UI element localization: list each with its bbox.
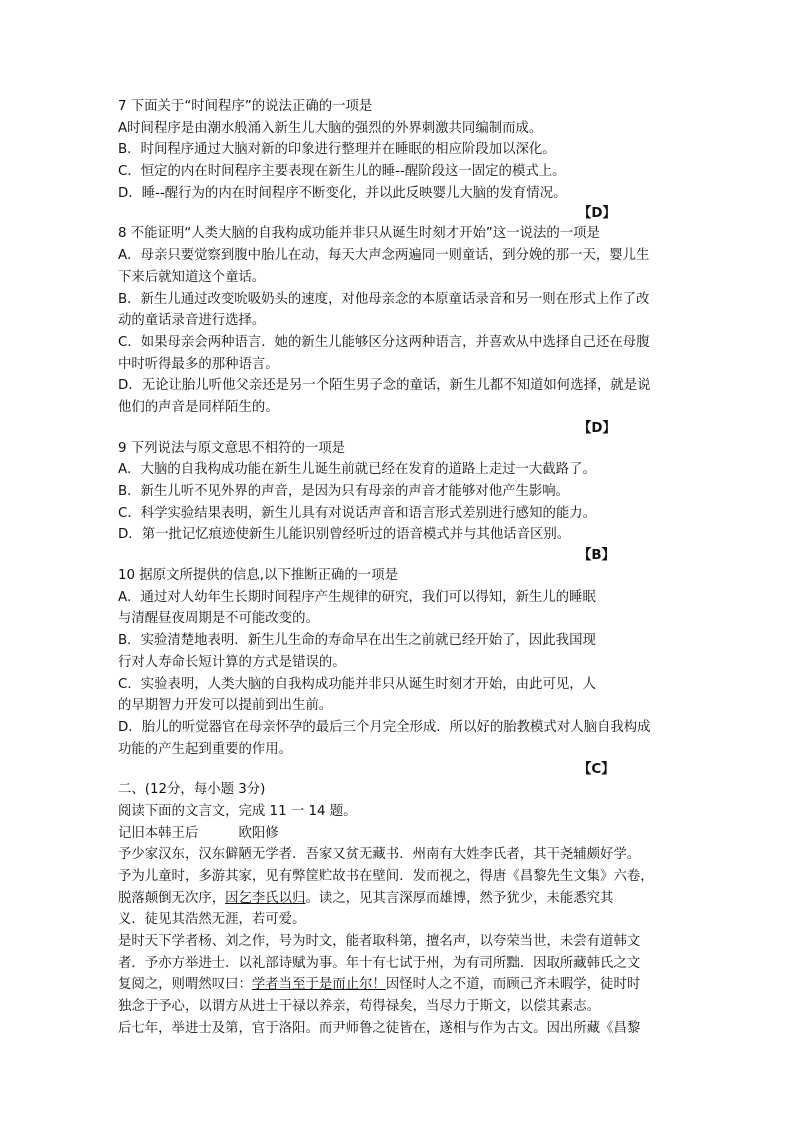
text-segment: B．新生儿听不见外界的声音，是因为只有母亲的声音才能够对他产生影响。 bbox=[118, 484, 570, 499]
text-line bbox=[118, 118, 688, 140]
text-segment: 阅读下面的文言文，完成 11 一 14 题。 bbox=[118, 803, 357, 819]
document-page bbox=[118, 96, 688, 1040]
text-segment: C．实验表明，人类大脑的自我构成功能并非只从诞生时刻才开始，由此可见，人 bbox=[118, 676, 597, 692]
text-line bbox=[118, 739, 688, 761]
text-segment: 复阅之，则喟然叹曰： bbox=[118, 977, 252, 993]
text-segment: D．无论让胎儿听他父亲还是另一个陌生男子念的童话，新生儿都不知道如何选择，就是说 bbox=[118, 378, 651, 394]
text-line bbox=[118, 931, 688, 953]
text-line bbox=[118, 717, 688, 739]
text-line bbox=[118, 996, 688, 1018]
text-segment: C．如果母亲会两种语言．她的新生儿能够区分这两种语言，并喜欢从中选择自己还在母腹 bbox=[118, 334, 650, 350]
text-line bbox=[118, 844, 688, 866]
text-segment: 【D】 bbox=[578, 420, 616, 436]
answer-key bbox=[118, 204, 688, 223]
text-line bbox=[118, 245, 688, 267]
text-line bbox=[118, 139, 688, 161]
text-segment: B．新生儿通过改变吮吸奶头的速度，对他母亲念的本原童话录音和另一则在形式上作了改 bbox=[118, 291, 650, 307]
text-line bbox=[118, 267, 688, 289]
text-segment: 【B】 bbox=[578, 548, 615, 564]
text-segment: A时间程序是由潮水般涌入新生儿大脑的强烈的外界刺激共同编制而成。 bbox=[118, 120, 543, 136]
text-segment: A．大脑的自我构成功能在新生儿诞生前就已经在发育的道路上走过一大截路了。 bbox=[118, 462, 596, 478]
text-segment: 予少家汉东，汉东僻陋无学者．吾家又贫无藏书．州南有大姓李氏者，其干尧辅颇好学。 bbox=[118, 847, 641, 863]
text-segment: 下来后就知道这个童话。 bbox=[118, 269, 266, 285]
question-stem bbox=[118, 96, 688, 118]
text-segment: 动的童话录音进行选择。 bbox=[118, 313, 266, 329]
text-segment: A．母亲只要觉察到腹中胎儿在动，每天大声念两遍同一则童话，到分娩的那一天，婴儿生 bbox=[118, 248, 650, 264]
text-line bbox=[118, 587, 688, 609]
text-segment: 者．予亦方举进士．以礼部诗赋为事。年十有七试于州，为有司所黜．因取所藏韩氏之文 bbox=[118, 955, 641, 971]
text-segment: 10 据原文所提供的信息,以下推断正确的一项是 bbox=[118, 568, 398, 584]
text-line bbox=[118, 332, 688, 354]
text-segment: 中时听得最多的那种语言。 bbox=[118, 356, 279, 372]
text-segment: C．科学实验结果表明，新生儿具有对说话声音和语言形式差别进行感知的能力。 bbox=[118, 505, 597, 521]
question-stem bbox=[118, 565, 688, 587]
text-line bbox=[118, 953, 688, 975]
text-segment: 二、(12分，每小题 3分) bbox=[118, 782, 266, 798]
text-segment: 功能的产生起到重要的作用。 bbox=[118, 741, 293, 757]
text-line bbox=[118, 524, 688, 546]
text-segment: 独念于予心，以谓方从进士干禄以养亲，苟得禄矣，当尽力于斯文，以偿其素志。 bbox=[118, 999, 601, 1015]
text-segment: 他们的声音是同样陌生的。 bbox=[118, 399, 279, 415]
text-line bbox=[118, 652, 688, 674]
text-segment: 义．徒见其浩然无涯，若可爱。 bbox=[118, 912, 306, 928]
text-segment: 9 下列说法与原文意思不相符的一项是 bbox=[118, 440, 346, 456]
text-line bbox=[118, 459, 688, 481]
text-line bbox=[118, 481, 688, 503]
text-segment: B．时间程序通过大脑对新的印象进行整理并在睡眠的相应阶段加以深化。 bbox=[118, 142, 556, 158]
text-segment: 脱落颠倒无次序， bbox=[118, 890, 226, 906]
text-segment: D．第一批记忆痕迹使新生儿能识别曾经听过的语音模式并与其他话音区别。 bbox=[118, 527, 571, 543]
text-segment: D．睡--醒行为的内在时间程序不断变化，并以此反映婴儿大脑的发育情况。 bbox=[118, 185, 567, 201]
question-stem bbox=[118, 223, 688, 245]
answer-key bbox=[118, 546, 688, 565]
text-segment: 。读之，见其言深厚而雄博，然予犹少，未能悉究其 bbox=[305, 890, 614, 906]
text-line bbox=[118, 310, 688, 332]
underlined-text: 学者当至于是而止尔！ bbox=[251, 977, 386, 993]
text-segment: 因怪时人之不道，而顾己齐未暇学，徒时时 bbox=[385, 977, 641, 993]
text-line bbox=[118, 779, 688, 801]
text-line bbox=[118, 354, 688, 376]
text-line bbox=[118, 1018, 688, 1040]
text-segment: 7 下面关于“时间程序”的说法正确的一项是 bbox=[118, 99, 373, 114]
text-line bbox=[118, 608, 688, 630]
text-segment: 与清醒昼夜周期是不可能改变的。 bbox=[118, 611, 319, 627]
answer-key bbox=[118, 419, 688, 438]
text-line bbox=[118, 888, 688, 910]
text-line bbox=[118, 909, 688, 931]
text-segment: A．通过对人幼年生长期时间程序产生规律的研究，我们可以得知，新生儿的睡眠 bbox=[118, 589, 596, 605]
text-segment: C．恒定的内在时间程序主要表现在新生儿的睡--醒阶段这一固定的模式上。 bbox=[118, 164, 566, 180]
text-segment: 是时天下学者杨、刘之作，号为时文，能者取科第，擅名声，以夸荣当世，未尝有道韩文 bbox=[118, 934, 641, 950]
text-line bbox=[118, 695, 688, 717]
text-segment: D．胎儿的听觉器官在母亲怀孕的最后三个月完全形成．所以好的胎教模式对人脑自我构成 bbox=[118, 719, 651, 735]
answer-key bbox=[118, 760, 688, 779]
text-line bbox=[118, 503, 688, 525]
text-line bbox=[118, 866, 688, 888]
text-segment: 行对人寿命长短计算的方式是错误的。 bbox=[118, 654, 346, 670]
text-line bbox=[118, 974, 688, 996]
text-segment: 予为儿童时，多游其家，见有弊筐贮故书在壁间．发而视之，得唐《昌黎先生文集》六卷， bbox=[118, 869, 654, 884]
text-line bbox=[118, 397, 688, 419]
text-segment: 的早期智力开发可以提前到出生前。 bbox=[118, 698, 333, 714]
text-line bbox=[118, 674, 688, 696]
text-line bbox=[118, 183, 688, 205]
text-line bbox=[118, 375, 688, 397]
text-line bbox=[118, 630, 688, 652]
text-segment: 8 不能证明“人类大脑的自我构成功能并非只从诞生时刻才开始”这一说法的一项是 bbox=[118, 226, 600, 242]
text-segment: 记旧本韩王后 欧阳修 bbox=[118, 825, 279, 841]
text-segment: 【C】 bbox=[578, 762, 615, 778]
text-segment: 后七年，举进士及第，官于洛阳。而尹师鲁之徒皆在，遂相与作为古文。因出所藏《昌黎 bbox=[118, 1020, 641, 1036]
text-line bbox=[118, 289, 688, 311]
text-line bbox=[118, 823, 688, 845]
text-segment: 【D】 bbox=[578, 206, 616, 222]
text-segment: B．实验清楚地表明．新生儿生命的寿命早在出生之前就已经开始了，因此我国现 bbox=[118, 633, 596, 649]
text-line bbox=[118, 161, 688, 183]
underlined-text: 因乞李氏以归 bbox=[225, 890, 306, 906]
text-line bbox=[118, 801, 688, 823]
question-stem bbox=[118, 438, 688, 460]
